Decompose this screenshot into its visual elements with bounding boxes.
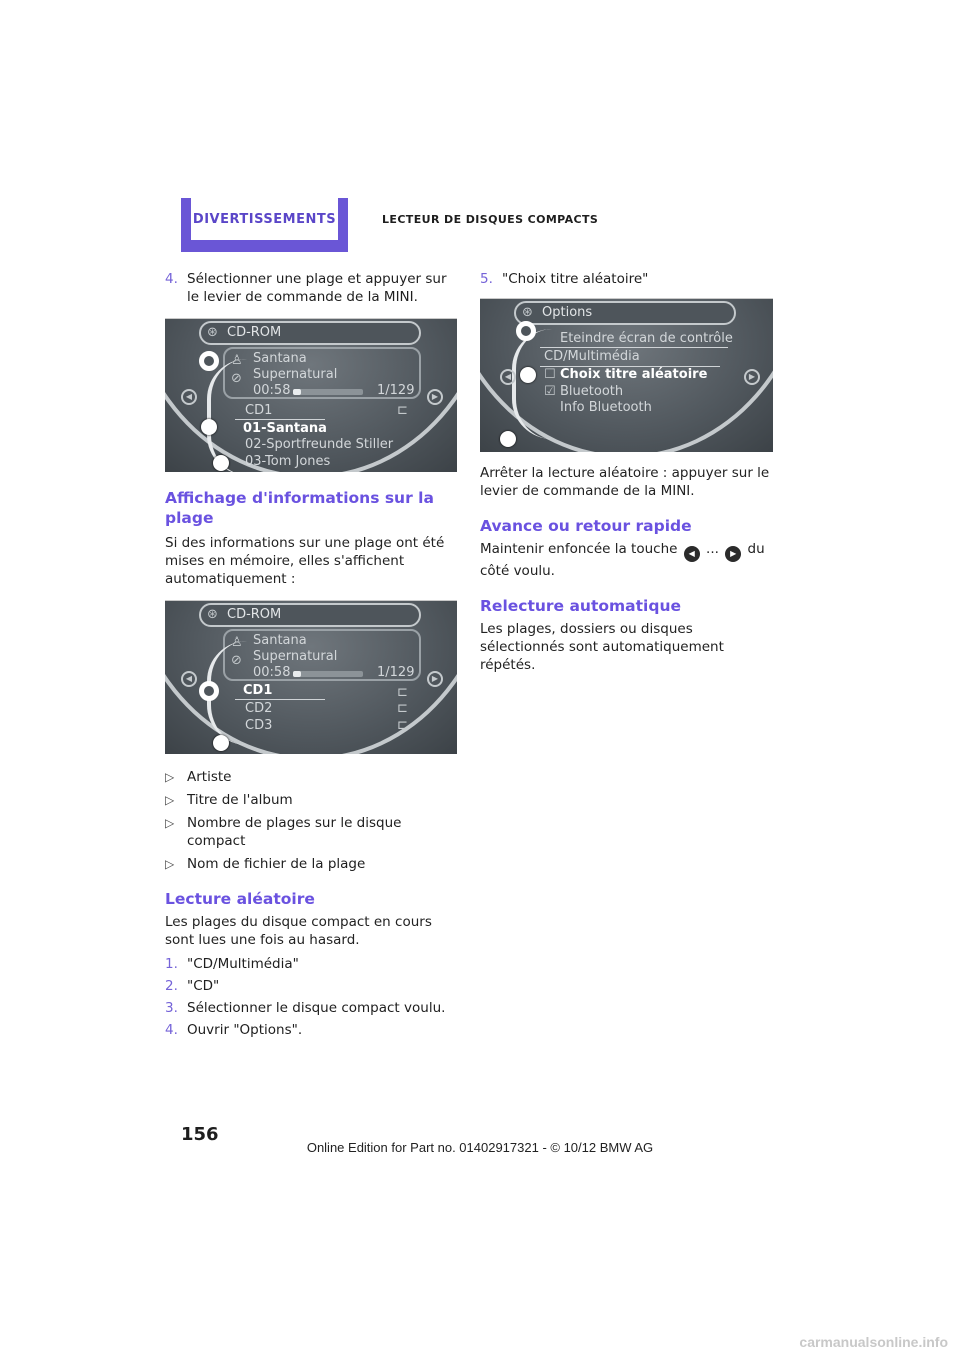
screen-title: Options [542, 305, 593, 320]
step-4-select-track [165, 270, 457, 306]
step-text: Sélectionner le disque compact voulu. [187, 1000, 446, 1016]
controller-rail [512, 329, 552, 439]
cd-icon: ⊛ [207, 607, 218, 622]
menu-divider [540, 347, 728, 348]
list-item [165, 999, 457, 1017]
heading-auto-repeat: Relecture automatique [480, 597, 681, 615]
album-icon: ⊘ [231, 371, 242, 386]
rewind-icon: ◀ [500, 369, 516, 385]
folder-icon: ⊏ [397, 701, 408, 716]
folder-icon: ⊏ [397, 718, 408, 733]
list-item [165, 768, 457, 786]
bullet-text: Nombre de plages sur le disque compact [187, 815, 402, 849]
heading-track-info: Affichage d'informations sur la plage [165, 489, 434, 527]
display-screenshot-track-info [165, 600, 457, 754]
track-count: 1/129 [377, 383, 415, 398]
folder-icon: ⊏ [397, 685, 408, 700]
fast-forward-text-c: du côté voulu. [480, 541, 765, 579]
chapter-tab [181, 198, 348, 252]
step-number: 3. [165, 1000, 178, 1016]
list-item [165, 855, 457, 873]
random-play-steps [165, 955, 457, 1039]
bullet-arrow-icon: ▷ [165, 793, 175, 807]
step-number: 4. [165, 271, 178, 287]
elapsed-time: 00:58 [253, 665, 291, 680]
elapsed-time: 00:58 [253, 383, 291, 398]
display-screenshot-options-menu [480, 298, 773, 452]
progress-bar [293, 389, 363, 395]
forward-icon: ▶ [744, 369, 760, 385]
rail-knob-selected [201, 419, 217, 435]
stop-random-text: Arrêter la lecture aléatoire : appuyer sur le levier de commande de la MINI. [480, 465, 770, 499]
step-number: 1. [165, 956, 178, 972]
rail-knob-bottom [213, 735, 229, 751]
bullet-arrow-icon: ▷ [165, 770, 175, 784]
heading-random-play: Lecture aléatoire [165, 890, 315, 908]
fast-forward-text-b: ... [706, 541, 719, 557]
chapter-title: DIVERTISSEMENTS [192, 211, 337, 227]
selected-track: 01-Santana [243, 421, 327, 436]
chapter-tab-inner [191, 198, 338, 240]
bullet-text: Titre de l'album [187, 792, 293, 808]
step-number: 2. [165, 978, 178, 994]
page-number: 156 [181, 1124, 219, 1145]
rewind-icon: ◀ [181, 389, 197, 405]
track-info-text: Si des informations sur une plage ont été mises en mémoire, elles s'affichent automatiquement : [165, 535, 445, 587]
bullet-arrow-icon: ▷ [165, 816, 175, 830]
forward-icon: ▶ [427, 671, 443, 687]
track-row: 03-Tom Jones [245, 454, 331, 469]
checkbox-checked-icon: ☑ [544, 384, 556, 399]
left-column [165, 270, 457, 1043]
rail-knob-top [516, 321, 536, 341]
progress-fill [293, 389, 301, 395]
artist-name: Santana [253, 351, 307, 366]
selection-line [235, 419, 325, 420]
step-5-random-title [480, 270, 773, 288]
forward-button-icon: ▶ [725, 546, 741, 562]
list-item [165, 977, 457, 995]
menu-item-bluetooth-info: Info Bluetooth [560, 400, 652, 415]
forward-icon: ▶ [427, 389, 443, 405]
album-icon: ⊘ [231, 653, 242, 668]
album-name: Supernatural [253, 649, 338, 664]
menu-item-cd-multimedia: CD/Multimédia [544, 349, 640, 364]
rail-knob-selected [520, 367, 536, 383]
artist-icon: ♙ [231, 353, 243, 368]
edition-footer: Online Edition for Part no. 01402917321 - © 10/12 BMW AG [306, 1140, 654, 1155]
options-icon: ⊛ [522, 305, 533, 320]
watermark-text: carmanualsonline.info [799, 1334, 948, 1350]
selected-cd: CD1 [243, 683, 273, 698]
step-text: "CD/Multimédia" [187, 956, 299, 972]
list-item [165, 1021, 457, 1039]
section-title: LECTEUR DE DISQUES COMPACTS [382, 213, 599, 226]
auto-repeat-text: Les plages, dossiers ou disques sélectionnés sont automatiquement répétés. [480, 621, 724, 673]
step-text: "CD" [187, 978, 220, 994]
screen-title: CD-ROM [227, 607, 282, 622]
folder-icon: ⊏ [397, 403, 408, 418]
menu-item-screen-off: Eteindre écran de contrôle [560, 331, 733, 346]
track-count: 1/129 [377, 665, 415, 680]
progress-bar [293, 671, 363, 677]
artist-icon: ♙ [231, 635, 243, 650]
fast-forward-text [480, 540, 773, 580]
rail-knob-top [199, 351, 219, 371]
artist-name: Santana [253, 633, 307, 648]
list-item [165, 955, 457, 973]
cd-row: CD1 [245, 403, 273, 418]
checkbox-icon: ☐ [544, 367, 556, 382]
fast-forward-text-a: Maintenir enfoncée la touche [480, 541, 678, 557]
bullet-text: Artiste [187, 769, 232, 785]
album-name: Supernatural [253, 367, 338, 382]
step-number: 4. [165, 1022, 178, 1038]
list-item [165, 814, 457, 850]
controller-rail [207, 359, 247, 472]
info-bullet-list [165, 768, 457, 873]
display-screenshot-track-list [165, 318, 457, 472]
step-number: 5. [480, 271, 493, 287]
step-text: "Choix titre aléatoire" [502, 271, 649, 287]
rail-knob-bottom [500, 431, 516, 447]
step-text: Sélectionner une plage et appuyer sur le levier de commande de la MINI. [187, 271, 447, 305]
step-text: Ouvrir "Options". [187, 1022, 303, 1038]
heading-fast-forward: Avance ou retour rapide [480, 517, 692, 535]
bullet-text: Nom de fichier de la plage [187, 856, 366, 872]
bullet-arrow-icon: ▷ [165, 857, 175, 871]
rewind-icon: ◀ [181, 671, 197, 687]
selection-line [235, 699, 325, 700]
menu-item-bluetooth: Bluetooth [560, 384, 624, 399]
cd-row: CD2 [245, 701, 273, 716]
cd-icon: ⊛ [207, 325, 218, 340]
rail-knob-bottom [213, 455, 229, 471]
progress-fill [293, 671, 301, 677]
random-play-text: Les plages du disque compact en cours sont lues une fois au hasard. [165, 914, 432, 948]
screen-title: CD-ROM [227, 325, 282, 340]
rail-knob-selected [199, 681, 219, 701]
track-row: 02-Sportfreunde Stiller [245, 437, 394, 452]
rewind-button-icon: ◀ [684, 546, 700, 562]
list-item [165, 791, 457, 809]
cd-row: CD3 [245, 718, 273, 733]
right-column [480, 270, 773, 674]
menu-item-random-title: Choix titre aléatoire [560, 367, 708, 382]
